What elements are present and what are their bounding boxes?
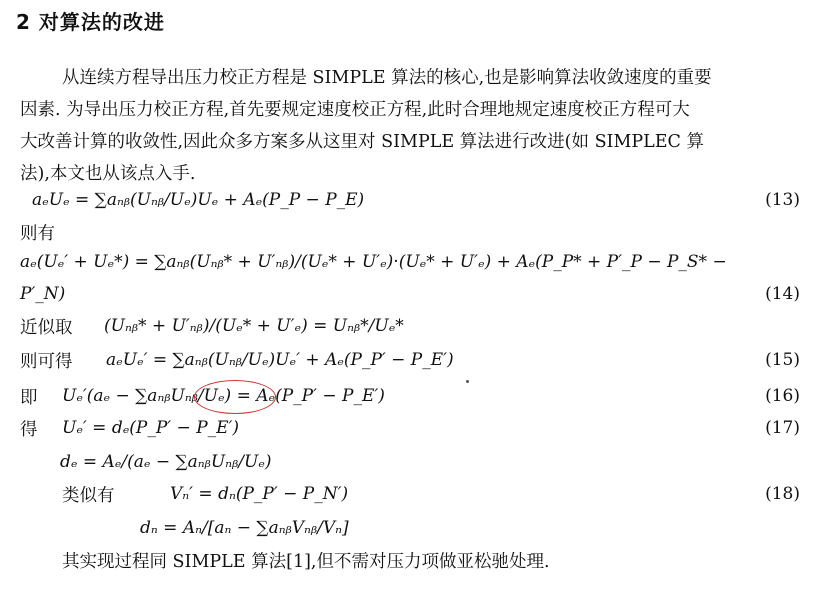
equation-number-15: (15)	[765, 350, 800, 370]
equation-number-17: (17)	[765, 418, 800, 438]
equation-number-14: (14)	[765, 284, 800, 304]
equation-16: Uₑ′(aₑ − ∑aₙᵦUₙᵦ/Uₑ) = Aₑ(P_P′ − P_E′)	[62, 386, 385, 406]
paragraph-line-3: 大改善计算的收敛性,因此众多方案多从这里对 SIMPLE 算法进行改进(如 SIMPLEC 算	[20, 132, 705, 152]
paragraph-line-2: 因素. 为导出压力校正方程,首先要规定速度校正方程,此时合理地规定速度校正方程可大	[20, 100, 690, 120]
equation-15: aₑUₑ′ = ∑aₙᵦ(Uₙᵦ/Uₑ)Uₑ′ + Aₑ(P_P′ − P_E′)	[106, 350, 454, 370]
label-similarly: 类似有	[62, 486, 115, 506]
label-get: 得	[20, 420, 38, 440]
equation-17: Uₑ′ = dₑ(P_P′ − P_E′)	[62, 418, 240, 438]
equation-14-line-1: aₑ(Uₑ′ + Uₑ*) = ∑aₙᵦ(Uₙᵦ* + U′ₙᵦ)/(Uₑ* + U′ₑ)·(Uₑ* + U′ₑ) + Aₑ(P_P* + P′_P − P_S* −	[20, 252, 727, 272]
equation-number-18: (18)	[765, 484, 800, 504]
equation-number-13: (13)	[765, 190, 800, 210]
equation-dn: dₙ = Aₙ/[aₙ − ∑aₙᵦVₙᵦ/Vₙ]	[140, 518, 349, 538]
label-approximate: 近似取	[20, 318, 73, 338]
equation-14-line-2: P′_N)	[20, 284, 66, 304]
equation-approximation: (Uₙᵦ* + U′ₙᵦ)/(Uₑ* + U′ₑ) = Uₙᵦ*/Uₑ*	[104, 316, 404, 336]
label-then: 则有	[20, 224, 55, 244]
label-obtain: 则可得	[20, 352, 73, 372]
equation-18: Vₙ′ = dₙ(P_P′ − P_N′)	[170, 484, 349, 504]
red-circle-annotation	[194, 380, 276, 414]
paragraph-line-1: 从连续方程导出压力校正方程是 SIMPLE 算法的核心,也是影响算法收敛速度的重要	[62, 68, 712, 88]
paragraph-line-4: 法),本文也从该点入手.	[20, 164, 196, 184]
equation-13: aₑUₑ = ∑aₙᵦ(Uₙᵦ/Uₑ)Uₑ + Aₑ(P_P − P_E)	[32, 190, 365, 210]
equation-de: dₑ = Aₑ/(aₑ − ∑aₙᵦUₙᵦ/Uₑ)	[60, 452, 272, 472]
equation-number-16: (16)	[765, 386, 800, 406]
label-namely: 即	[20, 388, 38, 408]
section-heading: 2 对算法的改进	[16, 10, 165, 34]
closing-sentence: 其实现过程同 SIMPLE 算法[1],但不需对压力项做亚松驰处理.	[62, 552, 550, 572]
stray-dot-mark	[466, 380, 469, 383]
